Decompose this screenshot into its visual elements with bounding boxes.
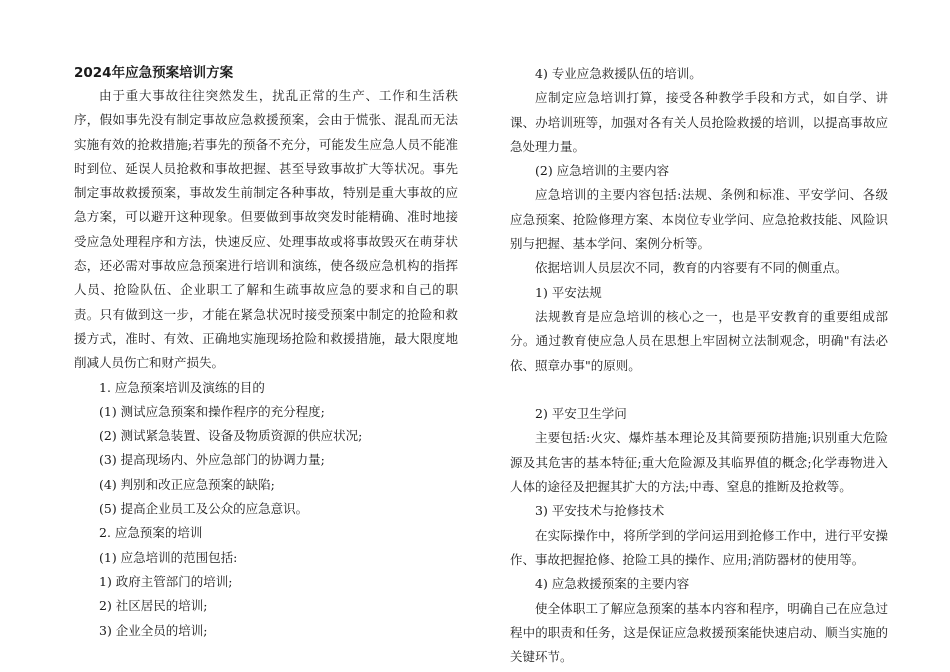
paragraph: 在实际操作中，将所学到的学问运用到抢修工作中，进行平安操作、事故把握抢修、抢险工具的操作、应用;消防器材的使用等。 bbox=[510, 527, 888, 567]
section-heading-training: 2. 应急预案的培训 bbox=[99, 525, 203, 541]
list-item: 3) 企业全员的培训; bbox=[99, 622, 208, 638]
paragraph: 主要包括:火灾、爆炸基本理论及其简要预防措施;识别重大危险源及其危害的基本特征;重大危险源及其临界值的概念;化学毒物进入人体的途径及把握其扩大的方法;中毒、窒息的推断及抢救等。 bbox=[510, 430, 888, 495]
list-item: 3) 平安技术与抢修技术 bbox=[535, 503, 665, 519]
right-column bbox=[510, 62, 888, 669]
list-item: 2) 平安卫生学问 bbox=[535, 406, 627, 422]
list-item: 1) 平安法规 bbox=[535, 284, 602, 300]
list-item: (3) 提高现场内、外应急部门的协调力量; bbox=[99, 452, 325, 468]
left-column bbox=[74, 62, 458, 643]
list-item: 4) 应急救援预案的主要内容 bbox=[535, 576, 690, 592]
list-item: (1) 测试应急预案和操作程序的充分程度; bbox=[99, 403, 325, 419]
paragraph: 法规教育是应急培训的核心之一，也是平安教育的重要组成部分。通过教育使应急人员在思想上牢固树立法制观念，明确"有法必依、照章办事"的原则。 bbox=[510, 308, 888, 373]
list-item: (5) 提高企业员工及公众的应急意识。 bbox=[99, 501, 309, 517]
blank-line bbox=[510, 378, 888, 402]
list-item: 2) 社区居民的培训; bbox=[99, 598, 208, 614]
list-item: (4) 判别和改正应急预案的缺陷; bbox=[99, 476, 275, 492]
list-item: (2) 测试紧急装置、设备及物质资源的供应状况; bbox=[99, 428, 363, 444]
section-heading-purpose: 1. 应急预案培训及演练的目的 bbox=[99, 379, 265, 395]
list-item: 4) 专业应急救援队伍的培训。 bbox=[535, 66, 702, 81]
intro-paragraph: 由于重大事故往往突然发生，扰乱正常的生产、工作和生活秩序，假如事先没有制定事故应急救援预案，会由于慌张、混乱而无法实施有效的抢救措施;若事先的预备不充分，可能发生应急人员不能准时到位、延误人员抢救和事故把握、甚至导致事故扩大等状况。事先制定事故救援预案，事故发生前制定各种事故，特别是重大事故的应急方案，可以避开这种现象。但要做到事故突发时能精确、准时地接受应急处理程序和方法，快速反应、处理事故或将事故毁灭在萌芽状态，还必需对事故应急预案进行培训和演练，使各级应急机构的指挥人员、抢险队伍、企业职工了解和生疏事故应急的要求和自己的职责。只有做到这一步，才能在紧急状况时接受预案中制定的抢险和救援方式，准时、有效、正确地实施现场抢险和救援措施，最大限度地削减人员伤亡和财产损失。 bbox=[74, 88, 458, 371]
section-heading-content: (2) 应急培训的主要内容 bbox=[535, 163, 670, 179]
paragraph: 依据培训人员层次不同，教育的内容要有不同的侧重点。 bbox=[535, 260, 848, 276]
paragraph: 应急培训的主要内容包括:法规、条例和标准、平安学问、各级应急预案、抢险修理方案、本岗位专业学问、应急抢救技能、风险识别与把握、基本学问、案例分析等。 bbox=[510, 187, 888, 252]
list-item: (1) 应急培训的范围包括: bbox=[99, 549, 238, 565]
paragraph: 应制定应急培训打算，接受各种教学手段和方式，如自学、讲课、办培训班等，加强对各有关人员抢险救援的培训，以提高事故应急处理力量。 bbox=[510, 90, 888, 154]
paragraph: 使全体职工了解应急预案的基本内容和程序，明确自己在应急过程中的职责和任务，这是保证应急救援预案能快速启动、顺当实施的关键环节。 bbox=[510, 600, 888, 665]
document-title: 2024年应急预案培训方案 bbox=[74, 65, 234, 81]
list-item: 1) 政府主管部门的培训; bbox=[99, 573, 233, 589]
